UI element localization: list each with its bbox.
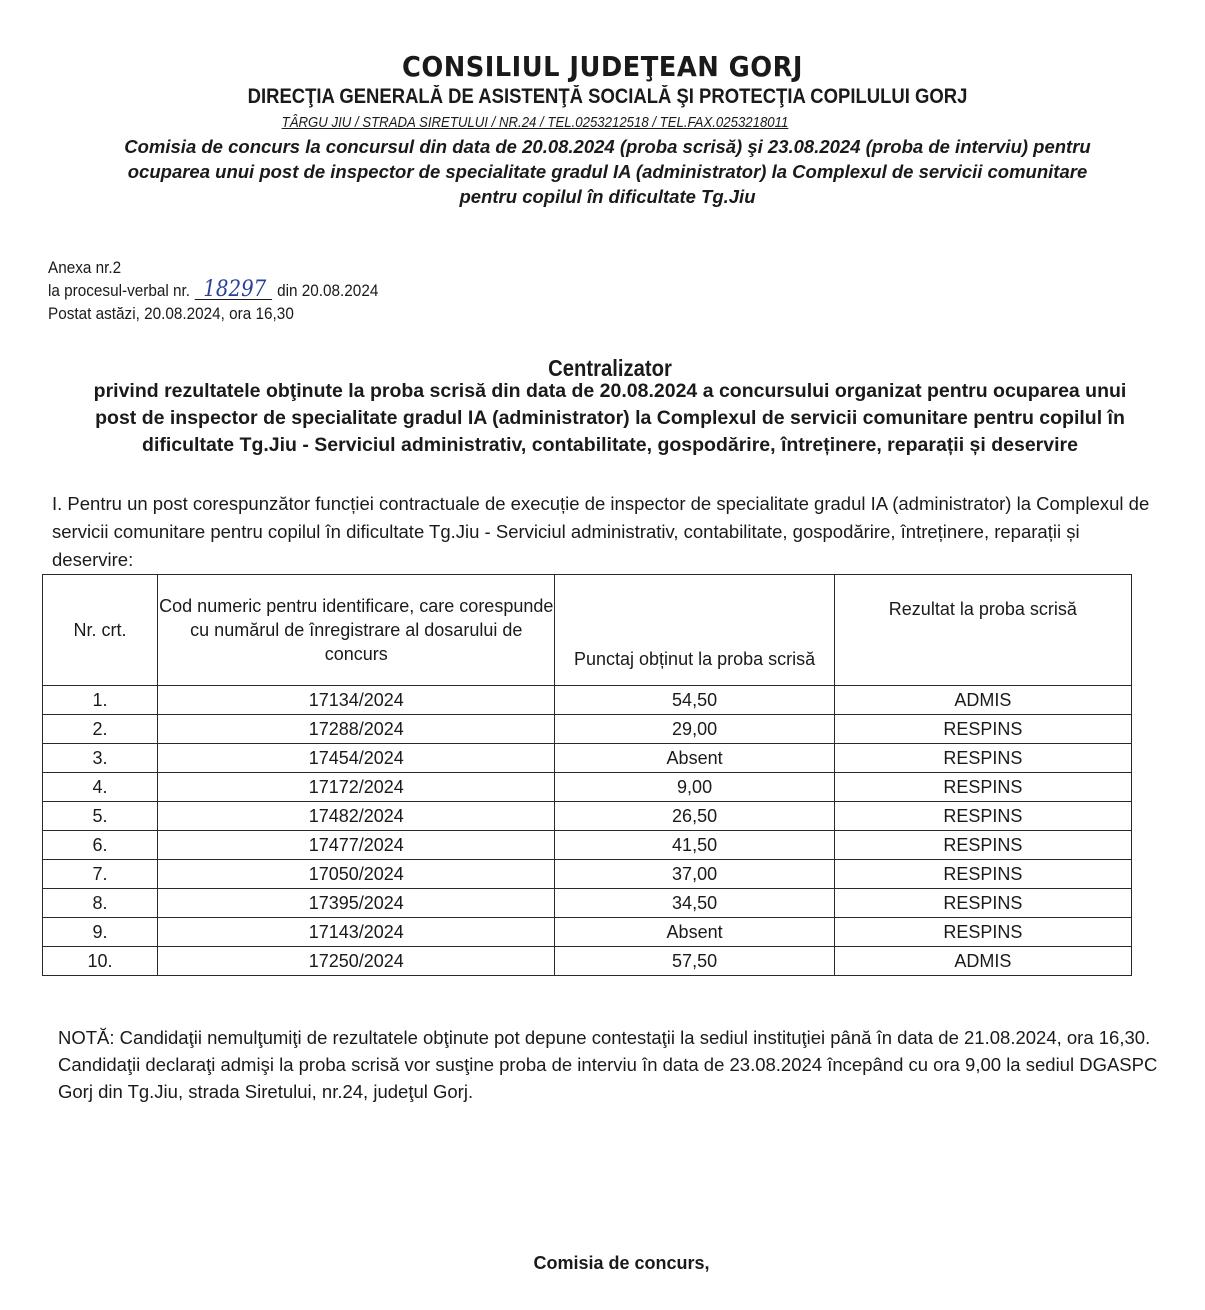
cell-punctaj: 57,50: [555, 947, 834, 976]
table-row: [43, 744, 1132, 773]
cell-punctaj: 34,50: [555, 889, 834, 918]
cell-nr: 2.: [43, 715, 158, 744]
cell-rezultat: ADMIS: [834, 947, 1131, 976]
cell-punctaj: 26,50: [555, 802, 834, 831]
cell-punctaj: Absent: [555, 918, 834, 947]
table-row: [43, 918, 1132, 947]
cell-punctaj: 29,00: [555, 715, 834, 744]
note-interviu: Candidaţii declaraţi admişi la proba scrisă vor susţine proba de interviu în data de 23.08.2024 începând cu ora 9,00 la sediul DGASPC Gorj din Tg.Jiu, strada Siretului, nr.24, judeţul Gorj.: [58, 1054, 1158, 1102]
institution-address: TÂRGU JIU / STRADA SIRETULUI / NR.24 / TEL.0253212518 / TEL.FAX.0253218011: [281, 114, 789, 131]
intro-paragraph: I. Pentru un post corespunzător funcției contractuale de execuție de inspector de specialitate gradul IA (administrator) la Complexul de servicii comunitare pentru copilul în dificultate Tg.Jiu - Serviciul administrativ, contabilitate, gospodărire, întreținere, reparații și deservire:: [52, 493, 1150, 570]
cell-rezultat: RESPINS: [834, 831, 1131, 860]
cell-rezultat: RESPINS: [834, 889, 1131, 918]
annex-title: Anexa nr.2: [48, 258, 122, 277]
cell-punctaj: Absent: [555, 744, 834, 773]
table-row: [43, 802, 1132, 831]
cell-cod: 17395/2024: [158, 889, 555, 918]
council-title: CONSILIUL JUDEŢEAN GORJ: [402, 50, 803, 83]
note-contestatii: NOTĂ: Candidaţii nemulţumiţi de rezultatele obţinute pot depune contestaţii la sediul instituţiei până în data de 21.08.2024, ora 16,30.: [58, 1027, 1151, 1048]
header-rezultat: Rezultat la proba scrisă: [834, 575, 1131, 686]
annex-info: [48, 256, 415, 325]
commission-header-line: Comisia de concurs la concursul din data de 20.08.2024 (proba scrisă) şi 23.08.2024 (proba de interviu) pentru: [124, 136, 1091, 157]
cell-rezultat: RESPINS: [834, 744, 1131, 773]
cell-nr: 4.: [43, 773, 158, 802]
cell-cod: 17050/2024: [158, 860, 555, 889]
posted-date: Postat astăzi, 20.08.2024, ora 16,30: [48, 304, 294, 323]
cell-rezultat: RESPINS: [834, 715, 1131, 744]
cell-punctaj: 9,00: [555, 773, 834, 802]
centralizator-subtitle: [50, 378, 1170, 459]
signature-commission: Comisia de concurs,: [533, 1253, 710, 1273]
table-row: [43, 831, 1132, 860]
cell-rezultat: RESPINS: [834, 802, 1131, 831]
proces-verbal-prefix: la procesul-verbal nr.: [48, 281, 191, 300]
table-header-row: [43, 575, 1132, 686]
subtitle-line: privind rezultatele obţinute la proba scrisă din data de 20.08.2024 a concursului organizat pentru ocuparea unui: [93, 380, 1127, 402]
directorate-title: DIRECŢIA GENERALĂ DE ASISTENŢĂ SOCIALĂ ŞI PROTECŢIA COPILULUI GORJ: [247, 85, 968, 108]
cell-nr: 10.: [43, 947, 158, 976]
header-cod-numeric: Cod numeric pentru identificare, care corespunde cu numărul de înregistrare al dosarului de concurs: [158, 575, 555, 686]
cell-nr: 5.: [43, 802, 158, 831]
table-row: [43, 715, 1132, 744]
cell-nr: 9.: [43, 918, 158, 947]
cell-cod: 17250/2024: [158, 947, 555, 976]
table-row: [43, 773, 1132, 802]
subtitle-line: post de inspector de specialitate gradul IA (administrator) la Complexul de servicii comunitare pentru copilul în: [95, 407, 1125, 429]
cell-nr: 1.: [43, 686, 158, 715]
centralizator-title: Centralizator: [548, 355, 672, 381]
table-row: [43, 686, 1132, 715]
cell-nr: 7.: [43, 860, 158, 889]
handwritten-number: 18297: [194, 281, 271, 300]
cell-cod: 17134/2024: [158, 686, 555, 715]
cell-nr: 6.: [43, 831, 158, 860]
cell-nr: 3.: [43, 744, 158, 773]
note-section: [58, 1024, 1178, 1105]
results-table: [42, 574, 1132, 976]
cell-punctaj: 41,50: [555, 831, 834, 860]
table-row: [43, 860, 1132, 889]
cell-cod: 17172/2024: [158, 773, 555, 802]
cell-nr: 8.: [43, 889, 158, 918]
header-punctaj: Punctaj obținut la proba scrisă: [555, 575, 834, 686]
cell-punctaj: 54,50: [555, 686, 834, 715]
proces-verbal-line: [48, 279, 378, 302]
cell-rezultat: ADMIS: [834, 686, 1131, 715]
cell-rezultat: RESPINS: [834, 860, 1131, 889]
cell-punctaj: 37,00: [555, 860, 834, 889]
table-row: [43, 947, 1132, 976]
cell-cod: 17477/2024: [158, 831, 555, 860]
cell-cod: 17482/2024: [158, 802, 555, 831]
table-row: [43, 889, 1132, 918]
cell-cod: 17288/2024: [158, 715, 555, 744]
header-nr-crt: Nr. crt.: [43, 575, 158, 686]
cell-rezultat: RESPINS: [834, 918, 1131, 947]
commission-header-line: pentru copilul în dificultate Tg.Jiu: [459, 186, 756, 207]
cell-cod: 17143/2024: [158, 918, 555, 947]
commission-header-line: ocuparea unui post de inspector de specialitate gradul IA (administrator) la Complexul de servicii comunitare: [127, 161, 1088, 182]
subtitle-line: dificultate Tg.Jiu - Serviciul administrativ, contabilitate, gospodărire, întreținere, reparații și deservire: [142, 434, 1078, 456]
cell-cod: 17454/2024: [158, 744, 555, 773]
commission-header: [55, 134, 1160, 209]
proces-verbal-suffix: din 20.08.2024: [277, 281, 379, 300]
cell-rezultat: RESPINS: [834, 773, 1131, 802]
